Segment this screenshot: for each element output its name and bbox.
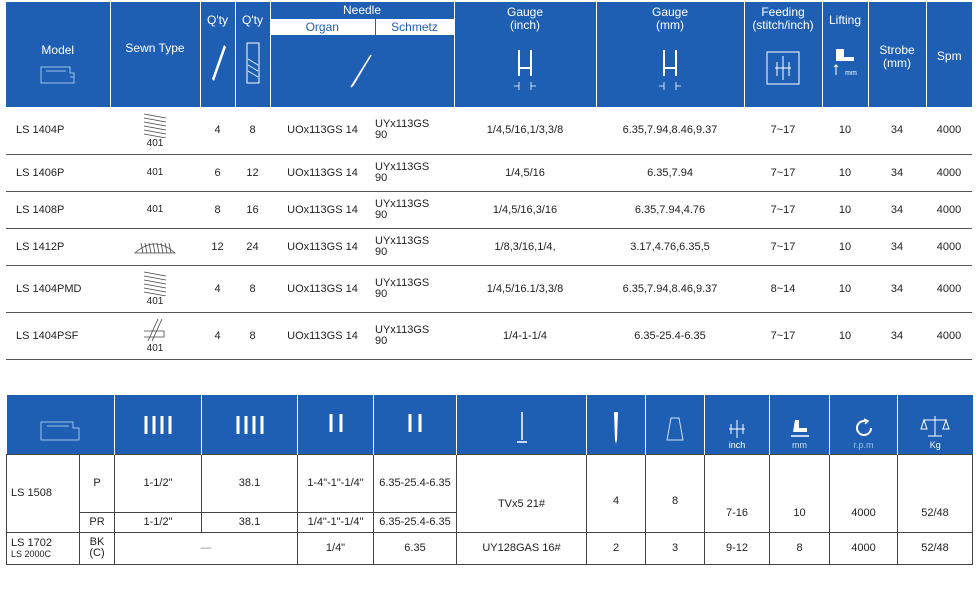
stitch-type-icon [133,239,177,255]
cell-qty2: 24 [235,228,270,265]
cell-qty1: 4 [200,265,235,312]
cell-gauge-inch: 1/4-1-1/4 [454,312,596,359]
ls1702-n1: 2 [587,532,646,564]
t2-header-machine [7,395,115,454]
ls1702-g12: — [115,532,298,564]
header-model [6,2,110,107]
cell-organ: UOx113GS 14 [270,228,375,265]
cell-organ: UOx113GS 14 [270,154,375,191]
cell-qty2: 8 [235,265,270,312]
header-qty-2-label: Q'ty [242,13,263,27]
needle-icon [341,51,381,91]
cell-gauge-mm: 6.35-25.4-6.35 [596,312,744,359]
cell-strobe: 34 [868,265,926,312]
spec-table-2 [6,395,973,565]
spec-table-1 [6,2,972,360]
cell-organ: UOx113GS 14 [270,265,375,312]
cell-schmetz: UYx113GS 90 [375,154,454,191]
ls1702-g3: 1/4" [298,532,374,564]
ls1702-model-label: LS 1702 [11,537,52,549]
stitch-type-icon [140,270,170,296]
cell-model: LS 1404PSF [6,312,110,359]
cell-spm: 4000 [926,107,972,154]
cell-sewn [110,154,200,191]
cell-qty2: 12 [235,154,270,191]
t2-header-needles-3 [115,395,202,454]
cell-organ: UOx113GS 14 [270,312,375,359]
sewn-type-label: 401 [146,137,164,149]
cell-model: LS 1408P [6,191,110,228]
header-lifting-label: Lifting [828,13,862,27]
ls1508-pr-g1: 1-1/2" [115,512,202,532]
table-row [6,312,972,359]
ls1508-needle: TVx5 21# [457,454,587,532]
pen-icon [611,410,621,446]
cell-qty1: 4 [200,107,235,154]
feeding-icon [724,418,750,440]
cell-gauge-inch: 1/4,5/16,1/3,3/8 [454,107,596,154]
table-row [6,228,972,265]
lift-unit: mm [792,439,807,450]
cell-qty1: 8 [200,191,235,228]
header-needle-label: Needle [342,3,382,17]
header-organ-label: Organ [305,19,339,34]
cell-lifting: 10 [822,107,868,154]
cell-qty1: 6 [200,154,235,191]
header-gauge-inch [454,2,596,107]
cell-gauge-mm: 6.35,7.94 [596,154,744,191]
header-spm-label: Spm [936,49,962,63]
cell-model: LS 1406P [6,154,110,191]
gauge-needle-icon [655,48,685,92]
rotation-icon [852,416,876,440]
cell-strobe: 34 [868,154,926,191]
cell-schmetz: UYx113GS 90 [375,191,454,228]
ls1508-pr-g4: 6.35-25.4-6.35 [374,512,457,532]
cell-spm: 4000 [926,228,972,265]
cell-feeding: 7~17 [744,228,822,265]
cell-sewn [110,107,200,154]
cell-qty1: 4 [200,312,235,359]
cell-schmetz: UYx113GS 90 [375,107,454,154]
ls1702-feed: 9-12 [705,532,770,564]
cell-qty1: 12 [200,228,235,265]
t2-header-lift [770,395,830,454]
table-row [6,191,972,228]
header-qty-1-label: Q'ty [207,13,228,27]
cell-qty2: 8 [235,312,270,359]
t2-header-needle-type [457,395,587,454]
header-schmetz-label: Schmetz [391,19,438,34]
ls2000c-model-label: LS 2000C [11,549,52,559]
cell-feeding: 7~17 [744,107,822,154]
ls1508-feed: 7-16 [705,454,770,532]
cell-gauge-inch: 1/4,5/16 [454,154,596,191]
cell-gauge-mm: 6.35,7.94,4.76 [596,191,744,228]
cell-lifting: 10 [822,154,868,191]
ls1508-n1: 4 [587,454,646,532]
header-feeding-label: Feeding (stitch/inch) [752,5,814,32]
cell-schmetz: UYx113GS 90 [375,312,454,359]
ls1508-p-g4: 6.35-25.4-6.35 [374,454,457,512]
header-qty-1 [200,2,235,107]
ls1702-type: BK (C) [80,532,115,564]
multi-needle-icon [141,414,175,438]
ls1508-speed: 4000 [830,454,898,532]
ls1508-pr-g2: 38.1 [202,512,298,532]
cell-spm: 4000 [926,312,972,359]
header-gauge-mm [596,2,744,107]
sewn-type-label: 401 [146,296,164,307]
stitch-type-icon [140,112,170,138]
ls1508-n2: 8 [646,454,705,532]
t2-header-needles-4 [202,395,298,454]
header-qty-2 [235,2,270,107]
t2-header-feed [705,395,770,454]
cell-model: LS 1404P [6,107,110,154]
needle-icon [512,410,532,446]
sewn-type-label: 401 [146,343,164,354]
cell-sewn [110,312,200,359]
cell-gauge-mm: 6.35,7.94,8.46,9.37 [596,107,744,154]
lifting-unit: mm [845,70,857,77]
header-sewn-type [110,2,200,107]
double-needle-icon [405,412,425,438]
cell-lifting: 10 [822,312,868,359]
t2-header-cone [646,395,705,454]
ls1702-speed: 4000 [830,532,898,564]
ls1508-pr-type: PR [80,512,115,532]
cell-strobe: 34 [868,191,926,228]
ls1508-model: LS 1508 [7,454,80,532]
cell-sewn [110,191,200,228]
header-model-label: Model [41,43,75,57]
ls1702-weight: 52/48 [898,532,973,564]
feeding-icon [764,48,802,88]
cell-strobe: 34 [868,312,926,359]
ls1508-pr-g3: 1/4"-1"-1/4" [298,512,374,532]
cell-gauge-inch: 1/4,5/16,3/16 [454,191,596,228]
speed-unit: r.p.m [853,439,874,450]
cell-spm: 4000 [926,191,972,228]
sewn-type-label: 401 [146,167,164,178]
cell-strobe: 34 [868,228,926,265]
cell-schmetz: UYx113GS 90 [375,265,454,312]
sewing-machine-icon [38,61,78,87]
ls1508-p-g1: 1-1/2" [115,454,202,512]
pen-icon [208,41,228,85]
cell-sewn [110,228,200,265]
weight-unit: Kg [929,439,941,450]
cell-model: LS 1404PMD [6,265,110,312]
ls1508-p-g2: 38.1 [202,454,298,512]
multi-needle-icon [233,414,267,438]
sewn-type-label: 401 [146,204,164,215]
thread-cone-icon [664,414,686,444]
sewing-machine-icon [37,414,83,444]
cell-lifting: 10 [822,191,868,228]
cell-strobe: 34 [868,107,926,154]
stitch-type-icon [140,317,170,343]
presser-foot-icon [787,418,813,440]
cell-gauge-inch: 1/4,5/16.1/3,3/8 [454,265,596,312]
cell-feeding: 8~14 [744,265,822,312]
header-feeding [744,2,822,107]
ls1702-model [7,532,80,564]
t2-header-pen [587,395,646,454]
table-row [6,107,972,154]
ls1508-p-g3: 1-4"-1"-1/4" [298,454,374,512]
ls1702-g4: 6.35 [374,532,457,564]
cell-qty2: 16 [235,191,270,228]
ls1702-n2: 3 [646,532,705,564]
cell-lifting: 10 [822,265,868,312]
cell-gauge-inch: 1/8,3/16,1/4, [454,228,596,265]
table-row [6,265,972,312]
cell-gauge-mm: 3.17,4.76,6.35,5 [596,228,744,265]
gauge-needle-icon [510,48,540,92]
cell-spm: 4000 [926,154,972,191]
header-strobe-label: Strobe (mm) [879,43,915,70]
table-row [6,154,972,191]
cell-sewn [110,265,200,312]
feed-unit: inch [728,439,746,450]
header-strobe [868,2,926,107]
ls1508-lift: 10 [770,454,830,532]
t2-header-needles-2a [298,395,374,454]
header-needle-icon-cell [270,35,454,107]
cell-qty2: 8 [235,107,270,154]
cell-spm: 4000 [926,265,972,312]
cell-organ: UOx113GS 14 [270,191,375,228]
header-organ [270,19,375,35]
ls1702-needle: UY128GAS 16# [457,532,587,564]
ls1702-lift: 8 [770,532,830,564]
double-needle-icon [326,412,346,438]
header-gauge-inch-label: Gauge (inch) [506,5,544,32]
header-sewn-type-label: Sewn Type [125,41,185,55]
cell-schmetz: UYx113GS 90 [375,228,454,265]
cell-model: LS 1412P [6,228,110,265]
cell-feeding: 7~17 [744,312,822,359]
ls1508-weight: 52/48 [898,454,973,532]
cell-feeding: 7~17 [744,191,822,228]
header-spm [926,2,972,107]
cell-gauge-mm: 6.35,7.94,8.46,9.37 [596,265,744,312]
ls1508-p-type: P [80,454,115,512]
thread-cone-icon [245,39,261,85]
t2-header-speed [830,395,898,454]
header-needle [270,2,454,19]
cell-feeding: 7~17 [744,154,822,191]
header-schmetz [375,19,454,35]
cell-organ: UOx113GS 14 [270,107,375,154]
t2-header-needles-2b [374,395,457,454]
cell-lifting: 10 [822,228,868,265]
t2-header-weight [898,395,973,454]
header-lifting [822,2,868,107]
header-gauge-mm-label: Gauge (mm) [651,5,689,32]
scale-icon [920,414,950,440]
